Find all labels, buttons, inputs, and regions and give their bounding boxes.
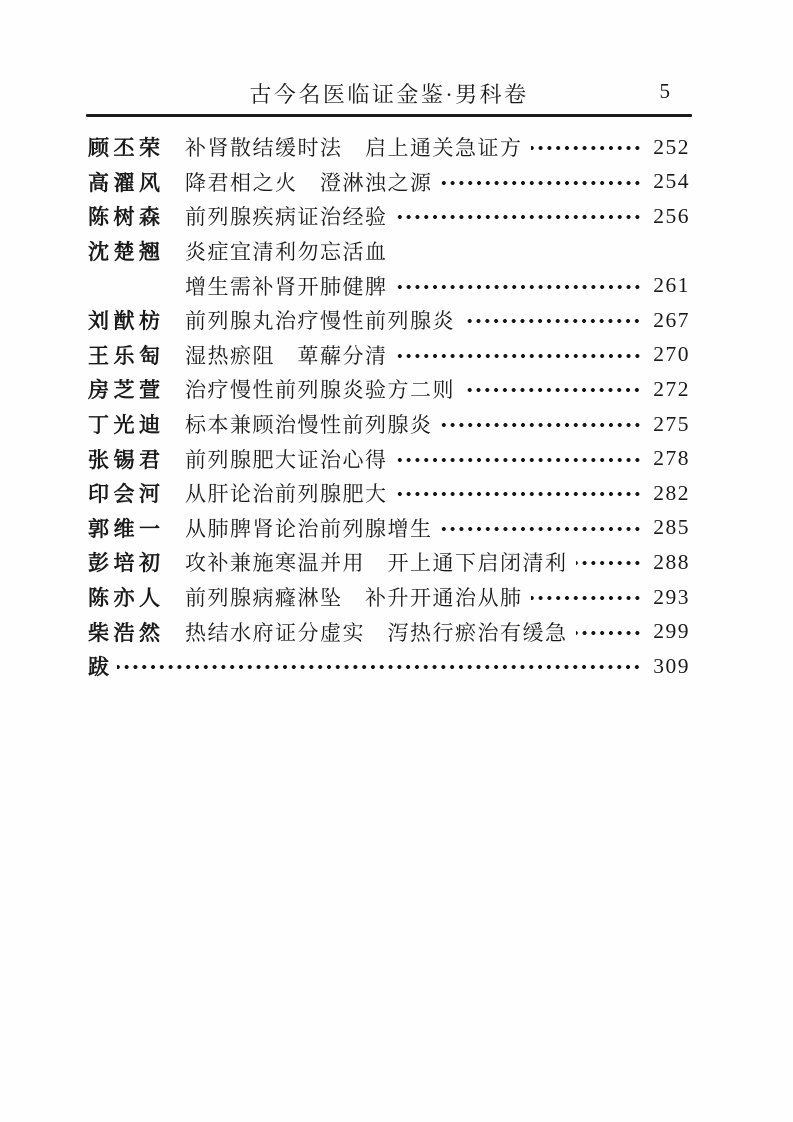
entry-title: 前列腺病癃淋坠 补升开通治从肺	[185, 586, 523, 611]
folio-page-number: 5	[659, 79, 670, 103]
back-matter-label: 跋	[88, 655, 109, 680]
entry-title: 治疗慢性前列腺炎验方二则	[185, 378, 455, 403]
dot-leader	[576, 553, 642, 573]
entry-title: 标本兼顾治慢性前列腺炎	[185, 413, 433, 438]
running-head	[88, 78, 690, 106]
author-name: 丁光迪	[88, 413, 165, 438]
author-name: 高濯风	[88, 170, 165, 195]
page-ref: 270	[653, 342, 690, 367]
toc-entry	[88, 165, 690, 200]
header-rule	[86, 114, 692, 117]
author-name: 陈亦人	[88, 586, 165, 611]
entry-title: 热结水府证分虚实 泻热行瘀治有缓急	[185, 620, 568, 645]
page-ref: 288	[653, 549, 690, 574]
dot-leader	[531, 138, 642, 158]
page-ref: 275	[653, 411, 690, 436]
page-ref: 309	[653, 653, 690, 678]
author-name: 张锡君	[88, 447, 165, 472]
author-name: 印会河	[88, 482, 165, 507]
page-ref: 299	[653, 619, 690, 644]
dot-leader	[463, 380, 641, 400]
dot-leader	[463, 311, 641, 331]
page-ref: 282	[653, 480, 690, 505]
page-ref: 267	[653, 307, 690, 332]
dot-leader	[531, 588, 642, 608]
dot-leader	[396, 450, 642, 470]
entry-title: 攻补兼施寒温并用 开上通下启闭清利	[185, 551, 568, 576]
book-title: 古今名医临证金鉴·男科卷	[249, 82, 529, 107]
dot-leader	[576, 623, 642, 643]
page-ref: 252	[653, 134, 690, 159]
entry-title: 湿热瘀阻 萆薢分清	[185, 343, 388, 368]
page-ref: 285	[653, 515, 690, 540]
toc-entry	[88, 338, 690, 373]
toc-entry	[88, 372, 690, 407]
entry-title: 从肺脾肾论治前列腺增生	[185, 516, 433, 541]
dot-leader	[441, 519, 642, 539]
entry-title: 降君相之火 澄淋浊之源	[185, 170, 433, 195]
toc-entry	[88, 545, 690, 580]
toc-entry	[88, 614, 690, 649]
author-name: 王乐匋	[88, 343, 165, 368]
author-name: 柴浩然	[88, 620, 165, 645]
entry-title: 从肝论治前列腺肥大	[185, 482, 388, 507]
entry-title: 增生需补肾开肺健脾	[185, 274, 388, 299]
toc-entries	[88, 130, 690, 649]
toc-entry	[88, 407, 690, 442]
toc-entry	[88, 441, 690, 476]
author-name: 刘猷枋	[88, 309, 165, 334]
author-name: 彭培初	[88, 551, 165, 576]
entry-title: 前列腺疾病证治经验	[185, 205, 388, 230]
author-name: 顾丕荣	[88, 136, 165, 161]
entry-title: 前列腺丸治疗慢性前列腺炎	[185, 309, 455, 334]
page-ref: 256	[653, 203, 690, 228]
toc-entry	[88, 130, 690, 165]
page-ref: 254	[653, 169, 690, 194]
dot-leader	[117, 657, 641, 677]
toc-entry	[88, 234, 690, 269]
toc-entry	[88, 303, 690, 338]
dot-leader	[396, 346, 642, 366]
dot-leader	[441, 415, 642, 435]
dot-leader	[441, 173, 642, 193]
author-name: 房芝萱	[88, 378, 165, 403]
entry-title: 炎症宜清利勿忘活血	[185, 240, 388, 265]
toc-entry	[88, 268, 690, 303]
toc-entry	[88, 580, 690, 615]
page-ref: 261	[653, 273, 690, 298]
toc-entry	[88, 199, 690, 234]
dot-leader	[396, 277, 642, 297]
author-name: 沈楚翘	[88, 240, 165, 265]
toc-entry	[88, 511, 690, 546]
toc-list	[88, 130, 690, 684]
back-matter-row	[88, 649, 690, 684]
dot-leader	[396, 484, 642, 504]
entry-title: 前列腺肥大证治心得	[185, 447, 388, 472]
dot-leader	[396, 207, 642, 227]
page-ref: 278	[653, 446, 690, 471]
author-name: 陈树森	[88, 205, 165, 230]
author-name: 郭维一	[88, 516, 165, 541]
toc-entry	[88, 476, 690, 511]
page-ref: 272	[653, 376, 690, 401]
page-ref: 293	[653, 584, 690, 609]
entry-title: 补肾散结缓时法 启上通关急证方	[185, 136, 523, 161]
